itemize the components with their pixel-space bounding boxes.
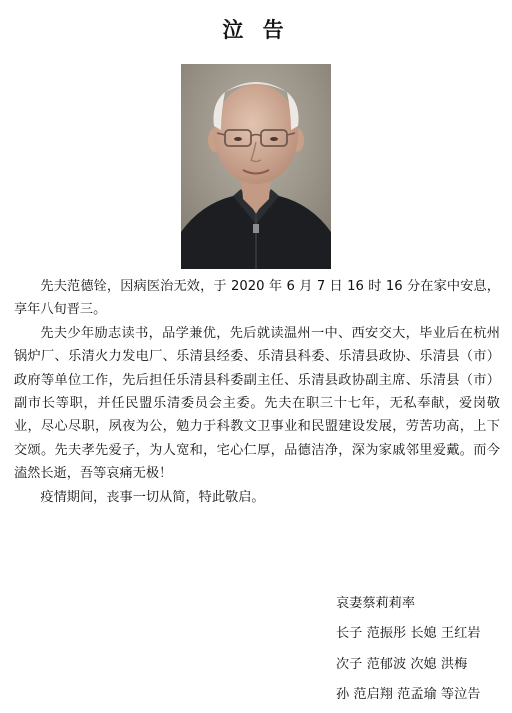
portrait-illustration [181, 64, 331, 269]
signature-text: 哀妻蔡莉莉率 [336, 596, 416, 611]
signature-line-second-son [336, 653, 467, 672]
paragraph-death-notice: 先夫范德铨，因病医治无效，于 2020 年 6 月 7 日 16 时 16 分在家中安息，享年八旬晋三。 [14, 279, 500, 318]
signature-text: 长子 范振彤 长媳 王红岩 [336, 626, 481, 641]
signature-line-wife [336, 592, 415, 611]
paragraph-funeral-notice: 疫情期间，丧事一切从简，特此敬启。 [40, 489, 265, 505]
signature-text: 次子 范郁波 次媳 洪梅 [336, 657, 468, 672]
signature-line-eldest-son [336, 622, 480, 641]
paragraph-biography: 先夫少年励志读书，品学兼优，先后就读温州一中、西安交大，毕业后在杭州锅炉厂、乐清火力发电厂、乐清县经委、乐清县科委、乐清县政协、乐清县（市）政府等单位工作，先后担任乐清县科委副主任、乐清县政协副主席、乐清县（市）副市长等职，并任民盟乐清委员会主委。先夫在职三十七年，无私奉献，爱岗敬业，尽心尽职，夙夜为公，勉力于科教文卫事业和民盟建设发展，劳苦功高，上下交颂。先夫孝先爱子，为人宽和，宅心仁厚，品德洁净，深为家戚邻里爱戴。而今溘然长逝，吾等哀痛无极！ [14, 325, 500, 482]
signature-line-grandsons [336, 683, 480, 702]
portrait-photo [181, 64, 331, 269]
page-title: 泣 告 [222, 18, 290, 42]
obituary-body [14, 275, 500, 509]
signature-text: 孙 范启翔 范孟瑜 等泣告 [336, 687, 481, 702]
